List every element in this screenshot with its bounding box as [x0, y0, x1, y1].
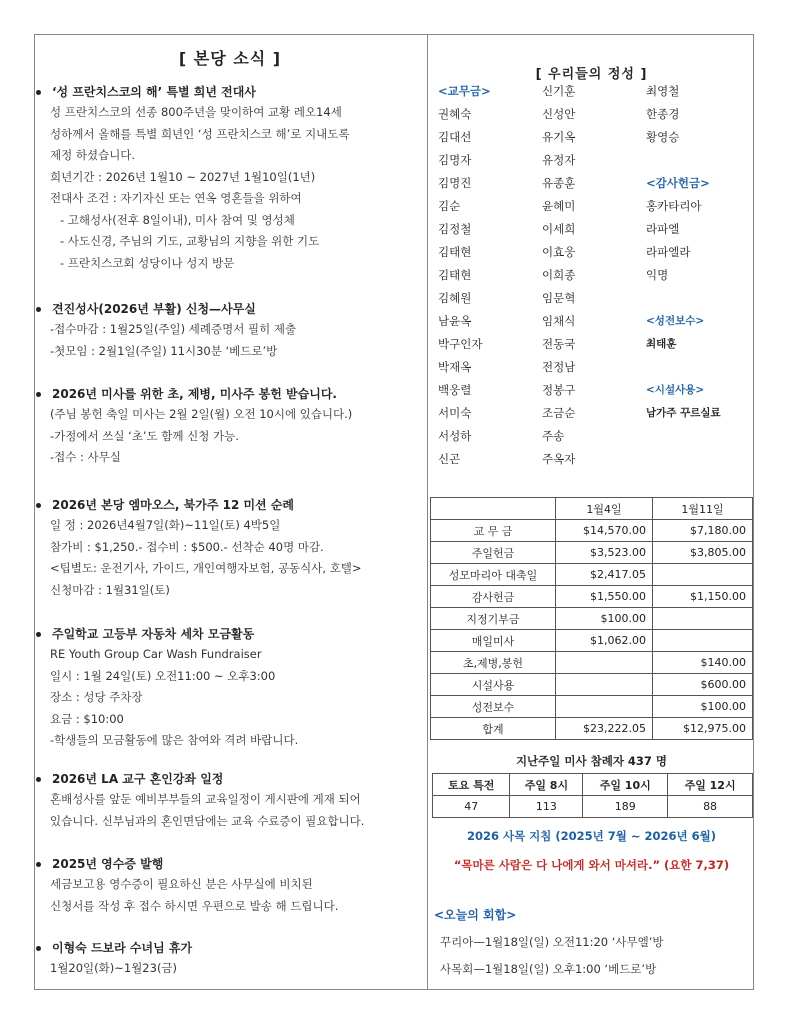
- donor-name: 박구인자: [438, 337, 483, 351]
- offering-table-header: 1월4일: [556, 498, 653, 520]
- news-item-line: 신청마감 : 1월31일(토): [50, 582, 170, 597]
- news-item-line: 장소 : 성당 주차장: [50, 690, 143, 704]
- news-item: [36, 938, 424, 980]
- offering-type: 매일미사: [431, 630, 556, 652]
- offering-amount: $7,180.00: [653, 520, 753, 542]
- mass-attendance-count: 88: [668, 796, 753, 818]
- donor-name: 라파엘: [646, 222, 680, 236]
- news-item: [36, 299, 424, 362]
- donor-name: 남윤옥: [438, 314, 472, 328]
- offering-amount: [653, 608, 753, 630]
- news-item-line: 희년기간 : 2026년 1월10 ~ 2027년 1월10일(1년): [50, 169, 316, 184]
- offering-type: 성모마리아 대축일: [431, 564, 556, 586]
- donor-name: 백웅렬: [438, 383, 472, 397]
- news-item-line: (주님 봉헌 축일 미사는 2월 2일(월) 오전 10시에 있습니다.): [50, 407, 353, 421]
- news-item-line: 성 프란치스코의 선종 800주년을 맞이하여 교황 레오14세: [50, 105, 342, 119]
- parish-news-title: [ 본당 소식 ]: [178, 49, 282, 68]
- donor-name: 김정철: [438, 222, 472, 236]
- news-item: [36, 82, 424, 274]
- news-item-line: 성하께서 올해를 특별 희년인 ‘성 프란치스코 해’로 지내도록: [50, 126, 350, 141]
- offering-amount: $140.00: [653, 652, 753, 674]
- news-item: [36, 495, 424, 601]
- news-item-heading: 2026년 LA 교구 혼인강좌 일정: [36, 769, 424, 789]
- offering-amount: [556, 696, 653, 718]
- offering-table-row: [431, 564, 753, 586]
- donor-name: 조금순: [542, 406, 576, 420]
- offering-amount: [653, 630, 753, 652]
- offering-category: <교무금>: [438, 84, 491, 98]
- offering-type: 합계: [431, 718, 556, 740]
- news-item: [36, 854, 424, 917]
- news-item-line: - 고해성사(전후 8일이내), 미사 참여 및 영성체: [60, 212, 295, 227]
- offering-table-header: [431, 498, 556, 520]
- mass-time-header: 주일 8시: [510, 774, 583, 796]
- offering-table-row: [431, 630, 753, 652]
- offering-amount: [653, 564, 753, 586]
- offering-amount: $12,975.00: [653, 718, 753, 740]
- donor-name: 윤혜미: [542, 199, 576, 213]
- donor-names: [438, 84, 748, 479]
- donor-name: 김대선: [438, 130, 472, 144]
- offering-category: <성전보수>: [646, 315, 705, 327]
- offering-table-row: [431, 718, 753, 740]
- offering-type: 주일헌금: [431, 542, 556, 564]
- attendance-table: [432, 773, 753, 818]
- news-item-line: RE Youth Group Car Wash Fundraiser: [50, 647, 262, 661]
- donor-name: 홍카타리아: [646, 199, 702, 213]
- news-item: [36, 384, 424, 469]
- news-item-line: -학생들의 모금활동에 많은 참여와 격려 바랍니다.: [50, 733, 299, 747]
- meeting-item: 꾸리아—1월18일(일) 오전11:20 ‘사무엘’방: [440, 935, 664, 949]
- mass-attendance-count: 189: [583, 796, 668, 818]
- offering-category: <시설사용>: [646, 384, 705, 396]
- offering-amount: [556, 674, 653, 696]
- news-item-heading: 2026년 본당 엠마오스, 북가주 12 미션 순례: [36, 495, 424, 515]
- donor-name: 최영철: [646, 84, 680, 98]
- offering-table-row: [431, 542, 753, 564]
- news-item: [36, 769, 424, 832]
- offering-table: [430, 497, 753, 740]
- offering-amount: $1,150.00: [653, 586, 753, 608]
- donor-name: 임문혁: [542, 291, 576, 305]
- donor-name: 유종훈: [542, 176, 576, 190]
- pastoral-motto: 2026 사목 지침 (2025년 7월 ~ 2026년 6월): [466, 829, 717, 843]
- offering-amount: $14,570.00: [556, 520, 653, 542]
- donor-name: 권혜숙: [438, 107, 472, 121]
- news-item-heading: 2026년 미사를 위한 초, 제병, 미사주 봉헌 받습니다.: [36, 384, 424, 404]
- news-item-line: -접수 : 사무실: [50, 450, 121, 464]
- donor-name: 신기훈: [542, 84, 576, 98]
- donor-name: 최태훈: [646, 338, 677, 350]
- donor-name: 김태현: [438, 268, 472, 282]
- news-item-heading: 견진성사(2026년 부활) 신청—사무실: [36, 299, 424, 319]
- offering-table-row: [431, 652, 753, 674]
- offering-table-row: [431, 674, 753, 696]
- donor-name: 한종경: [646, 107, 680, 121]
- donor-name: 남가주 꾸르실료: [646, 407, 721, 419]
- donor-name: 박재옥: [438, 360, 472, 374]
- donor-name: 전동국: [542, 337, 576, 351]
- offering-amount: $100.00: [556, 608, 653, 630]
- news-item-line: <팁별도: 운전기사, 가이드, 개인여행자보험, 공동식사, 호텔>: [50, 561, 362, 575]
- news-item-heading: ‘성 프란치스코의 해’ 특별 희년 전대사: [36, 82, 424, 102]
- donor-name: 김명자: [438, 153, 472, 167]
- offering-amount: $3,805.00: [653, 542, 753, 564]
- offering-amount: $100.00: [653, 696, 753, 718]
- mass-time-header: 주일 12시: [668, 774, 753, 796]
- donor-name: 황영승: [646, 130, 680, 144]
- news-item-line: 혼배성사를 앞둔 예비부부들의 교육일정이 게시판에 게재 되어: [50, 792, 361, 806]
- donor-name: 임채식: [542, 314, 576, 328]
- offering-table-header: 1월11일: [653, 498, 753, 520]
- offering-amount: $600.00: [653, 674, 753, 696]
- donor-name: 김혜원: [438, 291, 472, 305]
- donor-name: 전정남: [542, 360, 576, 374]
- donor-name: 주옥자: [542, 452, 576, 466]
- donor-name: 라파엘라: [646, 245, 691, 259]
- meetings-heading: <오늘의 회합>: [434, 908, 517, 922]
- column-divider: [427, 34, 428, 990]
- offering-amount: $3,523.00: [556, 542, 653, 564]
- donor-name: 김명진: [438, 176, 472, 190]
- news-item-line: 참가비 : $1,250.- 접수비 : $500.- 선착순 40명 마감.: [50, 539, 324, 554]
- news-item: [36, 624, 424, 752]
- donor-name: 주송: [542, 429, 565, 443]
- offering-type: 지정기부금: [431, 608, 556, 630]
- offering-type: 감사헌금: [431, 586, 556, 608]
- news-item-line: -가정에서 쓰실 ‘초’도 함께 신청 가능.: [50, 428, 239, 443]
- news-item-heading: 이형숙 드보라 수녀님 휴가: [36, 938, 424, 958]
- offering-amount: $2,417.05: [556, 564, 653, 586]
- news-item-line: - 프란치스코회 성당이나 성지 방문: [60, 255, 235, 270]
- donor-name: 서미숙: [438, 406, 472, 420]
- donor-name: 이세희: [542, 222, 576, 236]
- news-item-line: 신청서를 작성 후 접수 하시면 우편으로 발송 해 드립니다.: [50, 898, 339, 913]
- news-item-line: 전대사 조건 : 자기자신 또는 연옥 영혼들을 위하여: [50, 191, 302, 205]
- offering-type: 교 무 금: [431, 520, 556, 542]
- attendance-title: 지난주일 미사 참례자 437 명: [515, 754, 668, 768]
- news-item-line: 세금보고용 영수증이 필요하신 분은 사무실에 비치된: [50, 877, 313, 891]
- mass-attendance-count: 47: [433, 796, 510, 818]
- scripture-verse: “목마른 사람은 다 나에게 와서 마셔라.” (요한 7,37): [453, 858, 730, 872]
- offering-table-row: [431, 608, 753, 630]
- donor-name: 익명: [646, 268, 669, 282]
- news-item-line: 1월20일(화)~1월23(금): [50, 961, 178, 975]
- news-item-line: 제정 하셨습니다.: [50, 148, 136, 162]
- donor-name: 유기옥: [542, 130, 576, 144]
- news-item-line: 요금 : $10:00: [50, 711, 124, 726]
- donor-name: [646, 153, 746, 176]
- offering-category: <감사헌금>: [646, 176, 710, 190]
- donor-name: 유정자: [542, 153, 576, 167]
- offering-table-row: [431, 520, 753, 542]
- offering-table-row: [431, 696, 753, 718]
- donor-name: 서성하: [438, 429, 472, 443]
- donor-name: 김순: [438, 199, 461, 213]
- news-item-line: - 사도신경, 주님의 기도, 교황님의 지향을 위한 기도: [60, 234, 320, 248]
- news-item-heading: 주일학교 고등부 자동차 세차 모금활동: [36, 624, 424, 644]
- donor-name: 신곤: [438, 452, 461, 466]
- donor-name: [646, 291, 746, 314]
- mass-attendance-count: 113: [510, 796, 583, 818]
- news-item-line: -첫모임 : 2월1일(주일) 11시30분 ‘베드로’방: [50, 343, 278, 358]
- offering-amount: $1,550.00: [556, 586, 653, 608]
- donor-name: 이희종: [542, 268, 576, 282]
- meeting-item: 사목회—1월18일(일) 오후1:00 ‘베드로’방: [440, 962, 657, 976]
- donor-name: 정봉구: [542, 383, 576, 397]
- offering-type: 시설사용: [431, 674, 556, 696]
- news-item-line: 있습니다. 신부님과의 혼인면담에는 교육 수료증이 필요합니다.: [50, 813, 365, 828]
- donor-name: 김태현: [438, 245, 472, 259]
- news-item-line: 일시 : 1월 24일(토) 오전11:00 ~ 오후3:00: [50, 668, 276, 683]
- offering-type: 성전보수: [431, 696, 556, 718]
- donor-name: 신성안: [542, 107, 576, 121]
- offering-amount: $1,062.00: [556, 630, 653, 652]
- donor-name: 이효웅: [542, 245, 576, 259]
- donor-name: [646, 360, 746, 383]
- mass-time-header: 토요 특전: [433, 774, 510, 796]
- offering-amount: [556, 652, 653, 674]
- offerings-title: [ 우리들의 정성 ]: [535, 67, 648, 82]
- offering-amount: $23,222.05: [556, 718, 653, 740]
- news-item-line: 일 정 : 2026년4월7일(화)~11일(토) 4박5일: [50, 518, 281, 532]
- news-item-heading: 2025년 영수증 발행: [36, 854, 424, 874]
- news-item-line: -접수마감 : 1월25일(주일) 세례증명서 필히 제출: [50, 322, 297, 336]
- mass-time-header: 주일 10시: [583, 774, 668, 796]
- offering-type: 초,제병,봉헌: [431, 652, 556, 674]
- offering-table-row: [431, 586, 753, 608]
